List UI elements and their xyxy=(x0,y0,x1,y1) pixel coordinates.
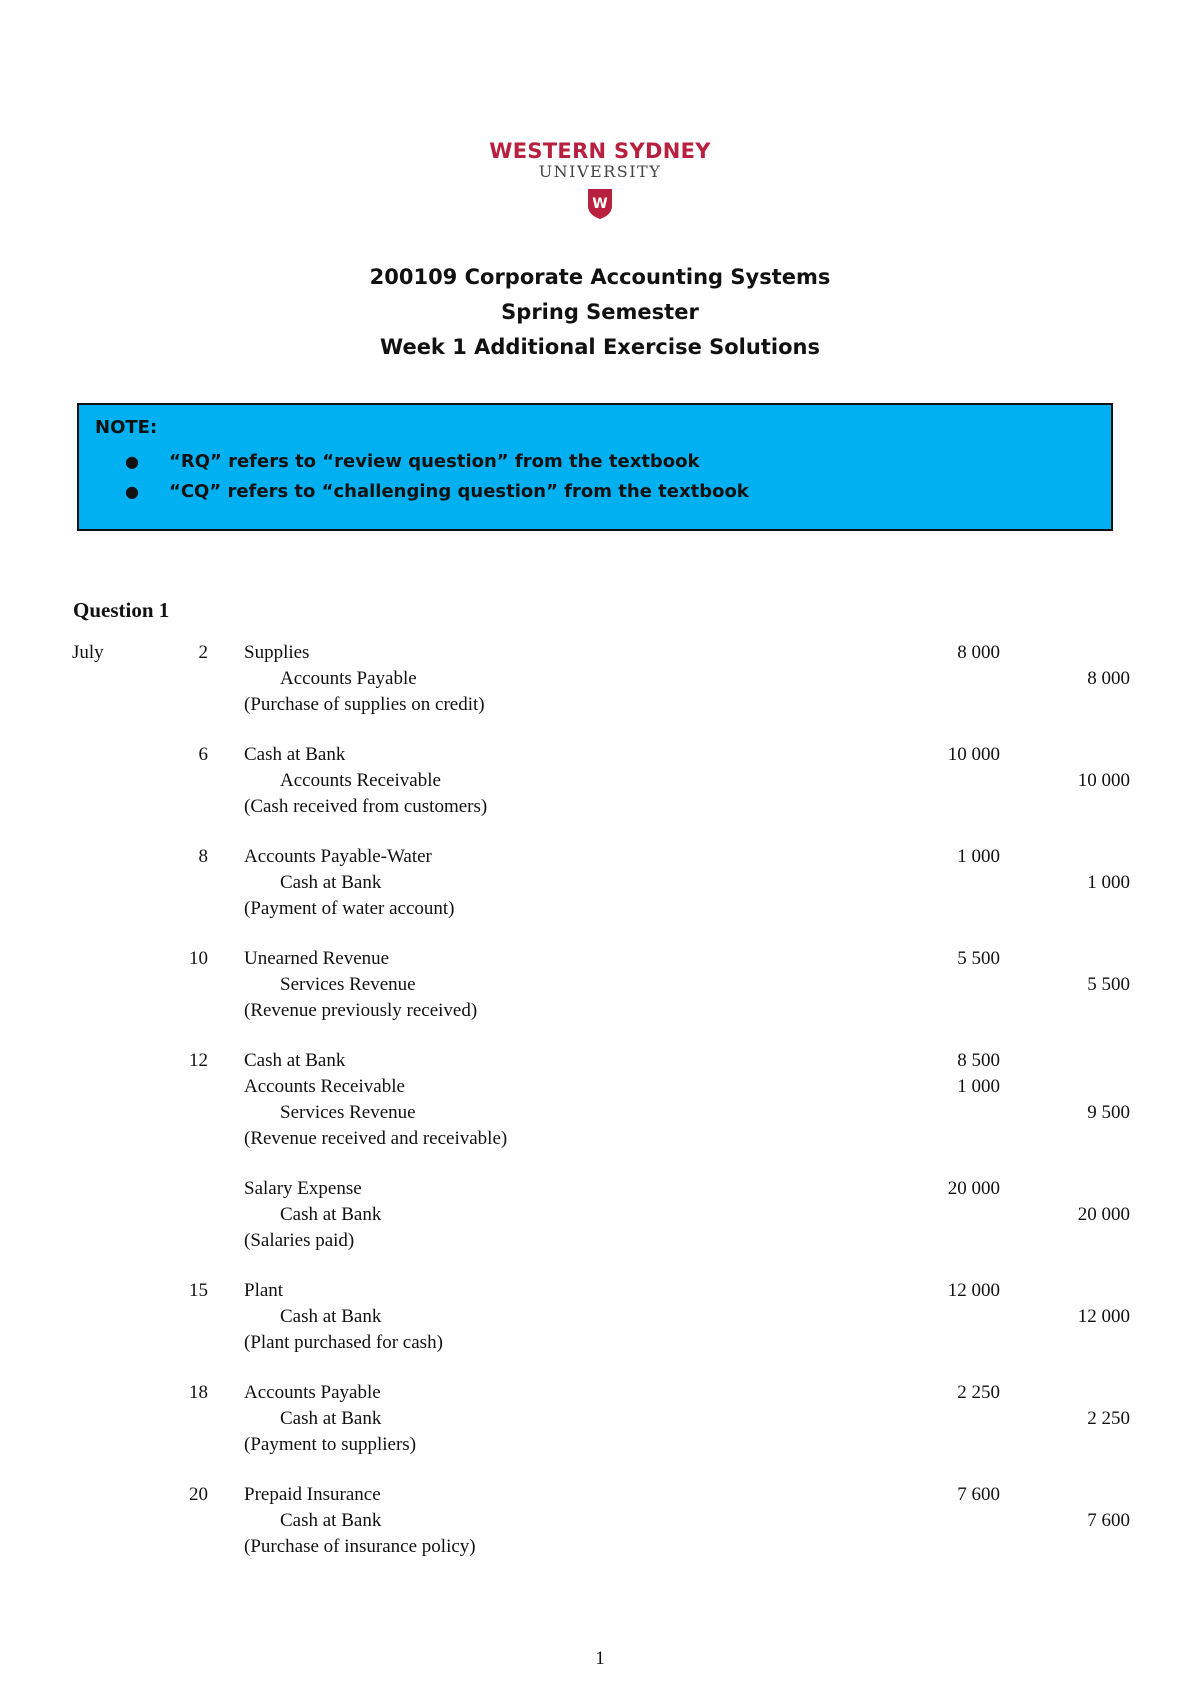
narration: (Payment to suppliers) xyxy=(244,1434,417,1455)
debit-account: Accounts Receivable xyxy=(244,1076,405,1097)
note-item xyxy=(125,477,749,507)
debit-amount: 1 000 xyxy=(957,846,1000,867)
credit-account: Services Revenue xyxy=(280,974,416,995)
credit-account: Cash at Bank xyxy=(280,1306,382,1327)
note-list xyxy=(125,447,749,507)
narration: (Salaries paid) xyxy=(244,1230,355,1251)
credit-amount: 2 250 xyxy=(1087,1408,1130,1429)
bullet-icon: ● xyxy=(125,452,139,471)
entry-month: July xyxy=(72,642,104,663)
debit-amount: 5 500 xyxy=(957,948,1000,969)
narration: (Purchase of insurance policy) xyxy=(244,1536,476,1557)
bullet-icon: ● xyxy=(125,482,139,501)
debit-account: Cash at Bank xyxy=(244,1050,346,1071)
shield-icon xyxy=(587,188,613,220)
exercise-title: Week 1 Additional Exercise Solutions xyxy=(380,335,820,359)
note-box xyxy=(77,403,1113,531)
debit-amount: 12 000 xyxy=(947,1280,1000,1301)
logo-subtitle: UNIVERSITY xyxy=(538,162,662,181)
narration: (Cash received from customers) xyxy=(244,796,488,817)
entry-day: 20 xyxy=(189,1484,208,1505)
narration: (Revenue previously received) xyxy=(244,1000,478,1021)
credit-account: Accounts Receivable xyxy=(280,770,441,791)
narration: (Purchase of supplies on credit) xyxy=(244,694,485,715)
debit-account: Cash at Bank xyxy=(244,744,346,765)
narration: (Revenue received and receivable) xyxy=(244,1128,508,1149)
question-heading: Question 1 xyxy=(73,598,170,622)
entry-day: 10 xyxy=(189,948,208,969)
credit-amount: 10 000 xyxy=(1077,770,1130,791)
credit-amount: 12 000 xyxy=(1077,1306,1130,1327)
credit-account: Cash at Bank xyxy=(280,1510,382,1531)
credit-amount: 20 000 xyxy=(1077,1204,1130,1225)
debit-account: Unearned Revenue xyxy=(244,948,390,969)
debit-amount: 8 500 xyxy=(957,1050,1000,1071)
note-item-text: “RQ” refers to “review question” from the textbook xyxy=(169,451,700,472)
entry-day: 18 xyxy=(189,1382,208,1403)
credit-account: Cash at Bank xyxy=(280,1204,382,1225)
credit-amount: 7 600 xyxy=(1087,1510,1130,1531)
debit-amount: 7 600 xyxy=(957,1484,1000,1505)
document-title xyxy=(0,260,1200,365)
entry-day: 8 xyxy=(198,846,208,867)
debit-account: Plant xyxy=(244,1280,284,1301)
credit-amount: 1 000 xyxy=(1087,872,1130,893)
debit-amount: 10 000 xyxy=(947,744,1000,765)
credit-account: Services Revenue xyxy=(280,1102,416,1123)
semester-title: Spring Semester xyxy=(501,300,699,324)
debit-amount: 1 000 xyxy=(957,1076,1000,1097)
debit-account: Salary Expense xyxy=(244,1178,362,1199)
entry-day: 2 xyxy=(198,642,208,663)
credit-account: Accounts Payable xyxy=(280,668,417,689)
entry-day: 6 xyxy=(198,744,208,765)
narration: (Plant purchased for cash) xyxy=(244,1332,443,1353)
debit-amount: 20 000 xyxy=(947,1178,1000,1199)
entry-day: 12 xyxy=(189,1050,208,1071)
note-item-text: “CQ” refers to “challenging question” from the textbook xyxy=(169,481,749,502)
credit-account: Cash at Bank xyxy=(280,1408,382,1429)
credit-amount: 9 500 xyxy=(1087,1102,1130,1123)
debit-account: Accounts Payable xyxy=(244,1382,381,1403)
credit-account: Cash at Bank xyxy=(280,872,382,893)
university-logo xyxy=(0,140,1200,220)
logo-title: WESTERN SYDNEY xyxy=(489,139,711,163)
note-label: NOTE: xyxy=(95,417,158,438)
debit-account: Supplies xyxy=(244,642,310,663)
narration: (Payment of water account) xyxy=(244,898,455,919)
shield-letter: W xyxy=(592,196,608,212)
debit-account: Prepaid Insurance xyxy=(244,1484,381,1505)
note-item xyxy=(125,447,749,477)
credit-amount: 5 500 xyxy=(1087,974,1130,995)
page-number: 1 xyxy=(595,1648,605,1669)
debit-amount: 2 250 xyxy=(957,1382,1000,1403)
debit-amount: 8 000 xyxy=(957,642,1000,663)
course-title: 200109 Corporate Accounting Systems xyxy=(369,265,831,289)
debit-account: Accounts Payable-Water xyxy=(244,846,432,867)
credit-amount: 8 000 xyxy=(1087,668,1130,689)
entry-day: 15 xyxy=(189,1280,208,1301)
